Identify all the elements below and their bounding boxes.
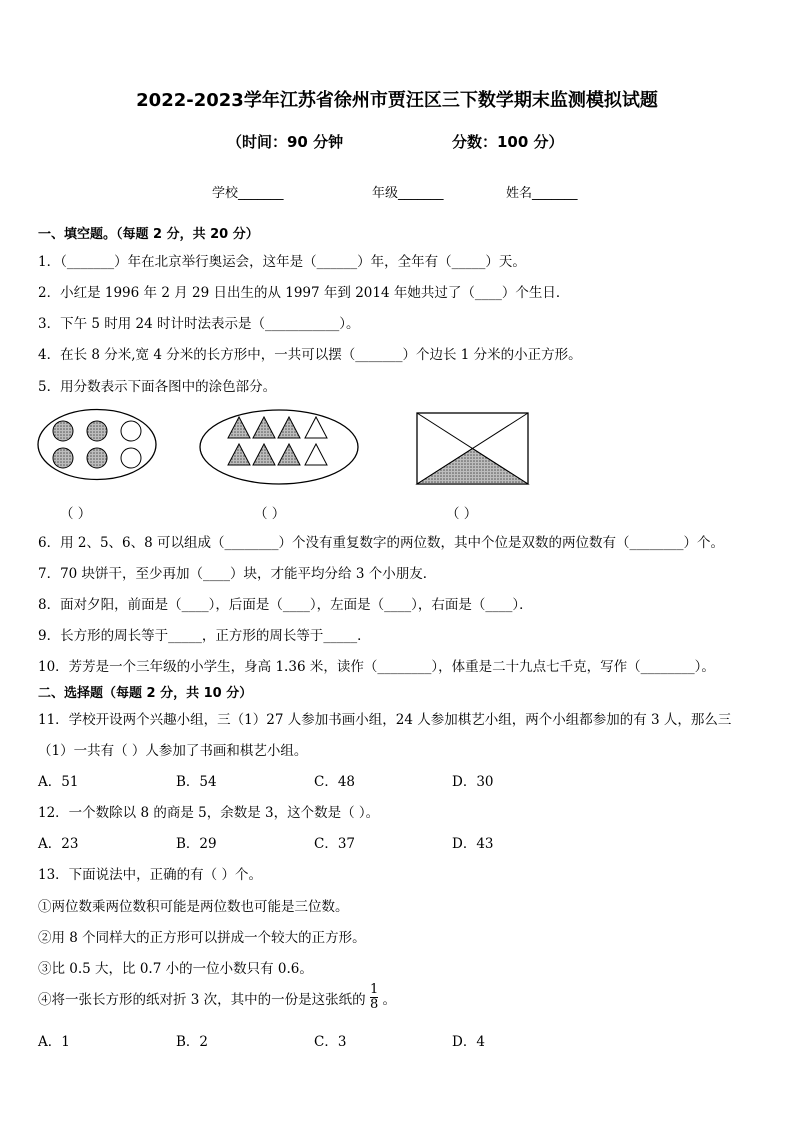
fraction-denominator: 8 [369, 997, 379, 1012]
q11-option-d: D．30 [452, 774, 494, 790]
question-9: 9．长方形的周长等于_____，正方形的周长等于_____． [38, 628, 371, 644]
answer-blank-2: （ ） [254, 506, 286, 522]
statement-4-text: ④将一张长方形的纸对折 3 次，其中的一份是这张纸的 [38, 991, 366, 1008]
q12-option-d: D．43 [452, 836, 494, 852]
q11-option-a: A．51 [38, 774, 79, 790]
q11-option-b: B．54 [176, 774, 217, 790]
exam-score: 分数：100 分） [452, 133, 564, 151]
question-5: 5．用分数表示下面各图中的涂色部分。 [38, 379, 277, 395]
question-11-line-2: （1）一共有（ ）人参加了书画和棋艺小组。 [38, 743, 308, 759]
statement-1: ①两位数乘两位数积可能是两位数也可能是三位数。 [38, 899, 349, 915]
fraction-one-eighth [370, 983, 378, 1012]
question-4: 4．在长 8 分米,宽 4 分米的长方形中，一共可以摆（_______）个边长 1 分米的小正方形。 [38, 347, 582, 363]
question-2: 2．小红是 1996 年 2 月 29 日出生的从 1997 年到 2014 年她共过了（____）个生日． [38, 285, 570, 301]
grade-field: 年级_______ [372, 186, 444, 201]
figure-rectangle [416, 412, 530, 486]
question-13: 13．下面说法中，正确的有（ ）个。 [38, 867, 262, 883]
question-12: 12．一个数除以 8 的商是 5，余数是 3，这个数是（ ）。 [38, 805, 380, 821]
name-field: 姓名_______ [506, 186, 578, 201]
question-1: 1．（_______）年在北京举行奥运会，这年是（______）年，全年有（_____）天。 [38, 254, 526, 270]
question-3: 3．下午 5 时用 24 时计时法表示是（___________）。 [38, 316, 360, 332]
figure-triangles [198, 407, 360, 487]
q13-option-c: C．3 [314, 1034, 347, 1050]
section-2-heading: 二、选择题（每题 2 分，共 10 分） [38, 686, 253, 701]
question-11-line-1: 11．学校开设两个兴趣小组，三（1）27 人参加书画小组，24 人参加棋艺小组，两个小组都参加的有 3 人，那么三 [38, 712, 732, 728]
q12-option-a: A．23 [38, 836, 79, 852]
page-title: 2022-2023学年江苏省徐州市贾汪区三下数学期末监测模拟试题 [136, 90, 658, 111]
q13-option-b: B．2 [176, 1034, 209, 1050]
statement-4 [38, 983, 396, 1012]
question-8: 8．面对夕阳，前面是（____），后面是（____），左面是（____），右面是（____）． [38, 597, 533, 613]
q12-option-b: B．29 [176, 836, 217, 852]
answer-blank-1: （ ） [60, 506, 92, 522]
figure-circles [36, 407, 158, 482]
answer-blank-3: （ ） [446, 506, 478, 522]
statement-2: ②用 8 个同样大的正方形可以拼成一个较大的正方形。 [38, 930, 366, 946]
statement-4-end: 。 [382, 991, 397, 1008]
q11-option-c: C．48 [314, 774, 356, 790]
school-field: 学校_______ [212, 186, 284, 201]
question-7: 7．70 块饼干，至少再加（____）块，才能平均分给 3 个小朋友． [38, 566, 437, 582]
q13-option-a: A．1 [38, 1034, 70, 1050]
q12-option-c: C．37 [314, 836, 356, 852]
statement-3: ③比 0.5 大，比 0.7 小的一位小数只有 0.6。 [38, 961, 313, 977]
q13-option-d: D．4 [452, 1034, 485, 1050]
exam-time: （时间：90 分钟 [227, 133, 344, 151]
fraction-numerator: 1 [369, 982, 379, 997]
question-6: 6．用 2、5、6、8 可以组成（________）个没有重复数字的两位数，其中个位是双数的两位数有（________）个。 [38, 535, 725, 551]
section-1-heading: 一、填空题。（每题 2 分，共 20 分） [38, 227, 259, 242]
question-10: 10．芳芳是一个三年级的小学生，身高 1.36 米，读作（________），体重是二十九点七千克，写作（________）。 [38, 659, 715, 675]
